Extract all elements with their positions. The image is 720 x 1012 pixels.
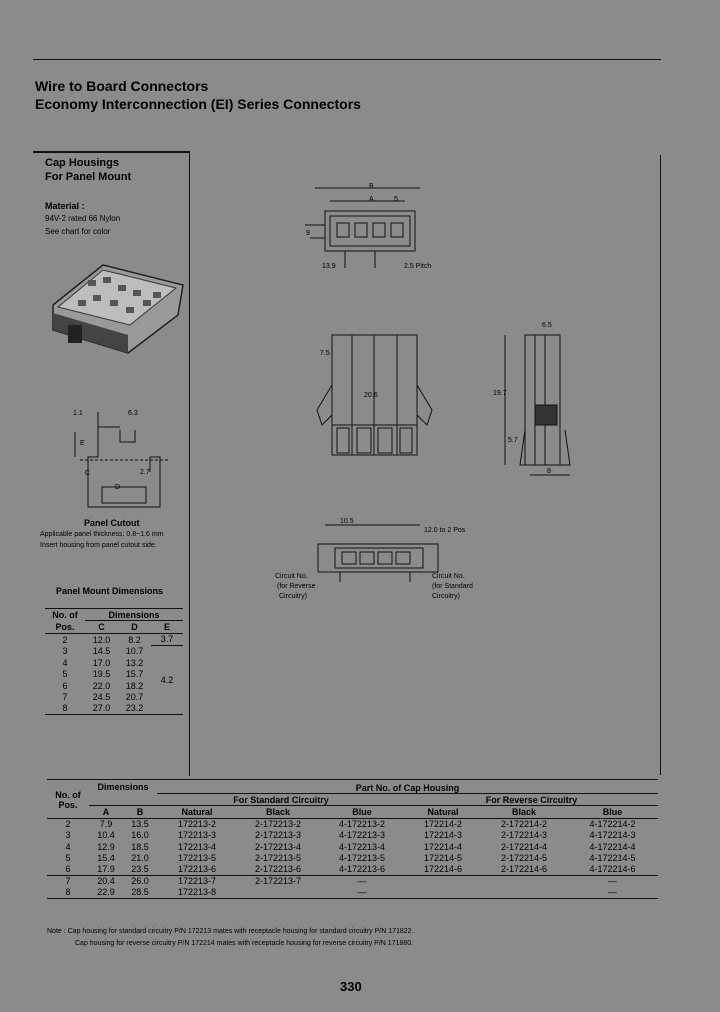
cutout-note-2: Insert housing from panel cutout side. [40,542,157,549]
material-label: Material : [45,201,85,211]
cell-rev-black [481,875,567,887]
cell-std-black: 2-172213-5 [254,852,302,863]
top-view-drawing [295,183,455,273]
section-rule [33,151,189,153]
cell-rev-black: 2-172214-6 [500,863,548,874]
cell-c: 17.0 [92,657,111,668]
cell-std-natural: 172213-2 [177,819,217,830]
dim-top-B: B [369,183,374,190]
cell-b: 21.0 [131,852,149,863]
hdr-pos: Pos. [58,799,78,810]
cell-c: 27.0 [92,703,111,714]
cell-rev-blue: 4-172214-3 [589,830,636,841]
cell-e-mid: 4.2 [160,675,174,686]
cell-std-natural: 172213-4 [177,841,217,852]
cell-pos: 2 [62,634,68,645]
note-line-1: Note : Cap housing for standard circuitry P/N 172213 mates with receptacle housing for standard circuitry P/N 171822. [47,928,414,935]
hdr-std: For Standard Circuitry [157,794,405,806]
dim-13-9: 13.9 [322,263,336,270]
dim-6-5: 6.5 [542,322,552,329]
cell-rev-natural [405,875,481,887]
dim-top-A: A [369,196,374,203]
cell-d: 23.2 [125,703,144,714]
hdr-dimensions: Dimensions [89,782,157,806]
table-row [47,818,658,830]
dim-10-5: 10.5 [340,518,354,525]
cutout-dim-1: 1.1 [73,410,83,417]
cell-std-black: 2-172213-3 [254,830,302,841]
cell-d: 18.2 [125,680,144,691]
cell-d: 10.7 [125,646,144,657]
hdr-no-of: No. of [52,609,78,620]
cell-rev-natural [405,887,481,899]
cell-rev-natural: 172214-2 [423,819,463,830]
panel-cutout-diagram [60,402,180,522]
circuit-std-2: (for Standard [432,583,473,590]
cell-b: 23.5 [131,863,149,874]
cell-b: 18.5 [131,841,149,852]
dim-7-5: 7.5 [320,350,330,357]
cell-c: 19.5 [92,669,111,680]
cell-rev-blue: 4-172214-6 [589,863,636,874]
cell-pos: 7 [65,876,71,887]
cell-c: 12.0 [92,634,111,645]
hdr-e: E [163,622,170,633]
cutout-dim-4: C [85,470,91,477]
cell-std-natural: 172213-3 [177,830,217,841]
material-value: 94V-2 rated 66 Nylon [45,214,121,223]
cell-rev-black: 2-172214-2 [500,819,548,830]
cell-d: 15.7 [125,669,144,680]
cell-rev-natural: 172214-5 [423,852,463,863]
cell-c: 22.0 [92,680,111,691]
cell-std-black: 2-172213-7 [254,876,302,887]
page-subtitle: Economy Interconnection (EI) Series Connectors [35,96,361,112]
right-margin-rule [660,155,661,775]
cutout-title: Panel Cutout [84,518,140,528]
connector-photo [48,245,188,355]
column-rule [189,151,190,776]
hdr-no-of-pos [47,782,89,818]
circuit-rev-1: Circuit No. [275,573,308,580]
hdr-d: D [131,622,138,633]
cell-std-natural: 172213-5 [177,852,217,863]
cell-rev-blue: 4-172214-2 [589,819,636,830]
main-table-top-rule [47,779,658,780]
panel-table-title: Panel Mount Dimensions [56,586,164,596]
cell-pos: 2 [65,819,71,830]
hdr-dimensions: Dimensions [85,609,183,621]
cell-std-black: 2-172213-6 [254,863,302,874]
cell-e-top: 3.7 [151,633,183,645]
circuit-rev-3: Circuitry) [279,593,307,600]
cell-rev-blue: — [608,887,617,898]
cell-pos: 4 [62,657,68,668]
table-row [47,887,658,899]
table-row [47,863,658,875]
cell-a: 7.9 [99,819,113,830]
hdr-partno: Part No. of Cap Housing [157,782,658,794]
hdr-pos: Pos. [55,621,75,632]
hdr-std-black: Black [265,806,291,817]
hdr-std-natural: Natural [181,806,213,817]
cutout-dim-3: E [80,440,85,447]
hdr-b: B [136,806,144,817]
cell-pos: 6 [62,680,68,691]
cell-a: 20.4 [97,876,115,887]
cell-b: 26.0 [131,876,149,887]
cell-std-black: 2-172213-4 [254,841,302,852]
dim-5-7: 5.7 [508,437,518,444]
cutout-note-1: Applicable panel thickness: 0.8~1.6 mm [40,531,164,538]
hdr-c: C [98,622,105,633]
cell-std-blue: 4-172213-5 [338,852,386,863]
cell-pos: 4 [65,841,71,852]
material-color-note: See chart for color [45,227,111,236]
table-row [47,841,658,852]
cell-c: 24.5 [92,691,111,702]
cell-pos: 7 [62,691,68,702]
dim-top-5: 5 [394,196,398,203]
cell-pos: 8 [62,703,68,714]
table-row [47,875,658,887]
cell-pos: 5 [62,669,68,680]
table-row [47,852,658,863]
cell-d: 20.7 [125,691,144,702]
cell-d: 8.2 [128,634,141,645]
cell-std-blue: 4-172213-3 [338,830,386,841]
cell-d: 13.2 [125,657,144,668]
cell-std-natural: 172213-6 [177,863,217,874]
cell-rev-natural: 172214-3 [423,830,463,841]
table-row [45,646,183,657]
table-row [45,633,183,645]
panel-table [45,609,183,715]
top-rule [33,59,661,60]
circuit-rev-2: (for Reverse [277,583,316,590]
cell-rev-blue: 4-172214-4 [589,841,636,852]
circuit-std-3: Circuitry) [432,593,460,600]
dim-8: 8 [547,468,551,475]
cell-std-black: 2-172213-2 [254,819,302,830]
cell-pos: 5 [65,852,71,863]
hdr-std-blue: Blue [352,806,372,817]
cell-std-natural: 172213-8 [177,887,217,898]
cell-a: 17.9 [97,863,115,874]
cell-rev-black: 2-172214-4 [500,841,548,852]
circuit-std-1: Circuit No. [432,573,465,580]
cell-rev-black: 2-172214-3 [500,830,548,841]
cell-rev-black [481,887,567,899]
cell-std-black [237,887,319,899]
cell-rev-blue: — [608,876,617,887]
table-row [47,830,658,841]
hdr-rev-black: Black [511,806,537,817]
page-title: Wire to Board Connectors [35,78,209,94]
cell-rev-blue: 4-172214-5 [589,852,636,863]
cell-b: 28.5 [131,887,149,898]
main-table [47,782,658,899]
cell-rev-natural: 172214-6 [423,863,463,874]
dim-19-7: 19.7 [493,390,507,397]
hdr-a: A [102,806,110,817]
cell-pos: 3 [65,830,71,841]
hdr-rev-natural: Natural [427,806,459,817]
cell-std-blue: 4-172213-6 [338,863,386,874]
cell-std-natural: 172213-7 [177,876,217,887]
cell-rev-black: 2-172214-5 [500,852,548,863]
cell-a: 10.4 [97,830,115,841]
cell-b: 13.5 [131,819,149,830]
cell-pos: 3 [62,646,68,657]
product-subtitle: For Panel Mount [45,171,132,183]
cell-a: 12.9 [97,841,115,852]
cell-rev-natural: 172214-4 [423,841,463,852]
cell-pos: 6 [65,863,71,874]
dim-pitch: 2.5 Pitch [404,263,432,270]
cutout-dim-2: 6.3 [128,410,138,417]
hdr-rev-blue: Blue [602,806,623,817]
dim-20-6: 20.6 [364,392,378,399]
cell-std-blue: 4-172213-2 [338,819,386,830]
cutout-dim-5: 2.7 [140,469,150,476]
cell-a: 15.4 [97,852,115,863]
note-line-2: Cap housing for reverse circuitry P/N 172214 mates with receptacle housing for reverse circuitry P/N 171880. [75,940,414,947]
cell-std-blue: — [357,887,367,898]
cell-pos: 8 [65,887,71,898]
cell-c: 14.5 [92,646,111,657]
side-view-drawing [490,320,590,485]
cell-a: 22.9 [97,887,115,898]
dim-left-9: 9 [306,230,310,237]
hdr-no-of: No. of [55,789,81,800]
page-number: 330 [340,979,362,994]
cutout-dim-6: D [115,484,121,491]
cell-std-blue: — [357,876,367,887]
hdr-rev: For Reverse Circuitry [405,794,658,806]
dim-pitch-2pos: 12.0 to 2 Pos [424,527,466,534]
product-title: Cap Housings [45,157,119,169]
cell-std-blue: 4-172213-4 [338,841,386,852]
cell-b: 16.0 [131,830,149,841]
